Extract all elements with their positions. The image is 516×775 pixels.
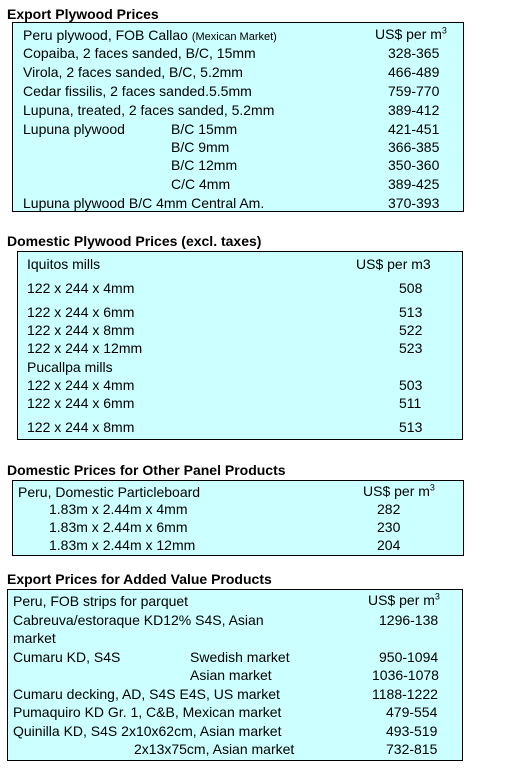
row-price: 328-365 xyxy=(388,45,440,61)
export-plywood-title: Export Plywood Prices xyxy=(7,6,159,22)
unit-superscript: 3 xyxy=(429,482,435,493)
row-price: 350-360 xyxy=(388,157,440,173)
unit-label: US$ per m xyxy=(368,592,435,608)
added-value-title: Export Prices for Added Value Products xyxy=(7,571,272,587)
row-subheader: Pucallpa mills xyxy=(27,359,113,375)
row-price: 1036-1078 xyxy=(372,667,439,683)
row-size: 122 x 244 x 4mm xyxy=(27,280,135,296)
table-header-left: Peru, Domestic Particleboard xyxy=(18,484,201,500)
header-note: (Mexican Market) xyxy=(191,31,277,43)
row-price: 1188-1222 xyxy=(372,686,438,702)
row-size: 122 x 244 x 6mm xyxy=(27,395,135,411)
row-price: 522 xyxy=(399,322,423,338)
row-price: 523 xyxy=(399,340,423,356)
row-price: 511 xyxy=(399,395,422,411)
row-size: 1.83m x 2.44m x 6mm xyxy=(49,519,188,535)
domestic-plywood-title: Domestic Plywood Prices (excl. taxes) xyxy=(7,233,262,249)
row-price: 366-385 xyxy=(388,139,440,155)
table-header-left: Iquitos mills xyxy=(27,256,101,272)
row-size: 122 x 244 x 4mm xyxy=(27,377,135,393)
row-product: Cumaru decking, AD, S4S E4S, US market xyxy=(13,686,280,702)
row-product: Cedar fissilis, 2 faces sanded.5.5mm xyxy=(23,83,252,99)
row-price: 370-393 xyxy=(388,195,440,211)
row-price: 732-815 xyxy=(386,741,438,757)
row-product: Copaiba, 2 faces sanded, B/C, 15mm xyxy=(23,45,256,61)
row-product: Lupuna plywood B/C 4mm Central Am. xyxy=(23,195,265,211)
row-product: Virola, 2 faces sanded, B/C, 5.2mm xyxy=(23,64,243,80)
table-header-unit: US$ per m3 xyxy=(356,256,431,272)
row-market: 2x13x75cm, Asian market xyxy=(134,741,295,757)
row-price: 230 xyxy=(377,519,401,535)
row-size: 1.83m x 2.44m x 12mm xyxy=(49,537,196,553)
row-product: Pumaquiro KD Gr. 1, C&B, Mexican market xyxy=(13,704,282,720)
table-header-unit xyxy=(375,26,447,42)
added-value-table xyxy=(7,589,463,761)
row-product: market xyxy=(13,630,56,646)
row-product: Cumaru KD, S4S xyxy=(13,649,121,665)
row-price: 389-412 xyxy=(388,102,440,118)
row-size: 122 x 244 x 12mm xyxy=(27,340,143,356)
row-market: Swedish market xyxy=(190,649,290,665)
domestic-plywood-table xyxy=(17,251,463,440)
row-price: 503 xyxy=(399,377,423,393)
row-product: Lupuna plywood xyxy=(23,121,125,137)
table-header-unit xyxy=(368,592,440,608)
row-grade: B/C 15mm xyxy=(171,121,238,137)
row-product: Lupuna, treated, 2 faces sanded, 5.2mm xyxy=(23,102,275,118)
row-size: 122 x 244 x 8mm xyxy=(27,322,135,338)
row-grade: B/C 9mm xyxy=(171,139,230,155)
row-price: 466-489 xyxy=(388,64,440,80)
table-header-unit xyxy=(363,483,435,499)
row-product: Quinilla KD, S4S 2x10x62cm, Asian market xyxy=(13,723,282,739)
unit-superscript: 3 xyxy=(441,25,447,36)
row-price: 513 xyxy=(399,304,423,320)
header-label: Peru plywood, FOB Callao xyxy=(23,27,188,43)
unit-label: US$ per m xyxy=(363,483,430,499)
row-product: Cabreuva/estoraque KD12% S4S, Asian xyxy=(13,612,264,628)
row-price: 1296-138 xyxy=(379,612,439,628)
row-price: 950-1094 xyxy=(379,649,439,665)
row-market: Asian market xyxy=(190,667,272,683)
row-price: 759-770 xyxy=(388,83,440,99)
row-price: 479-554 xyxy=(386,704,438,720)
unit-label: US$ per m xyxy=(375,26,442,42)
row-price: 508 xyxy=(399,280,423,296)
row-price: 389-425 xyxy=(388,176,440,192)
other-panels-table xyxy=(12,480,464,556)
row-grade: B/C 12mm xyxy=(171,157,238,173)
export-plywood-table xyxy=(12,22,464,212)
row-price: 513 xyxy=(399,419,423,435)
row-price: 204 xyxy=(377,537,401,553)
row-price: 421-451 xyxy=(388,121,440,137)
unit-superscript: 3 xyxy=(434,591,440,602)
other-panels-title: Domestic Prices for Other Panel Products xyxy=(7,462,286,478)
row-price: 282 xyxy=(377,501,401,517)
row-grade: C/C 4mm xyxy=(171,176,231,192)
table-header-left: Peru, FOB strips for parquet xyxy=(13,593,189,609)
row-size: 122 x 244 x 8mm xyxy=(27,419,135,435)
row-size: 1.83m x 2.44m x 4mm xyxy=(49,501,188,517)
table-header-left xyxy=(23,27,277,45)
row-price: 493-519 xyxy=(386,723,438,739)
row-size: 122 x 244 x 6mm xyxy=(27,304,135,320)
